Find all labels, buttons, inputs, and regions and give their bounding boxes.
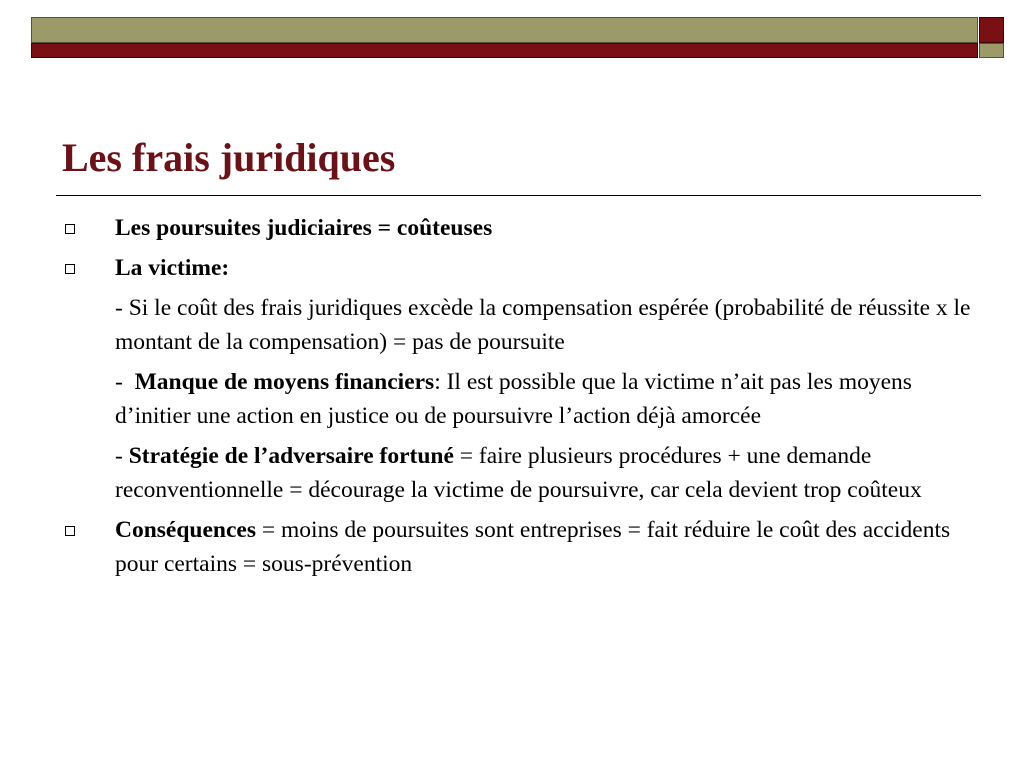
header-red-square <box>979 17 1004 43</box>
bullet-text-3-bold: Conséquences <box>115 517 257 543</box>
bullet-item-3 <box>115 513 975 581</box>
bullet-item-1 <box>115 211 975 245</box>
slide-content <box>115 211 975 587</box>
subpoint-3-bold: Stratégie de l’adversaire fortuné <box>128 443 454 469</box>
bullet-item-2 <box>115 251 975 285</box>
subpoint-3-prefix: - <box>115 443 129 469</box>
bullet-text-1: Les poursuites judiciaires = coûteuses <box>115 215 493 241</box>
subpoint-2 <box>115 365 975 433</box>
subpoint-3 <box>115 439 975 507</box>
header-olive-square <box>979 43 1004 58</box>
header-olive-bar <box>31 17 978 43</box>
slide-title: Les frais juridiques <box>62 135 396 180</box>
bullet-text-2: La victime: <box>115 255 230 281</box>
subpoint-2-prefix: - <box>115 369 135 395</box>
square-bullet-icon <box>65 224 75 234</box>
header-maroon-bar <box>31 43 978 58</box>
square-bullet-icon <box>65 526 75 536</box>
subpoint-2-text: : Il est possible que la victime n’ait pas les moyens d’initier une action en justice ou de poursuivre l’action déjà amorcée <box>115 369 912 429</box>
subpoint-1 <box>115 291 975 359</box>
bullet-text-3: = moins de poursuites sont entreprises = fait réduire le coût des accidents pour certains = sous-prévention <box>115 517 951 577</box>
subpoint-2-bold: Manque de moyens financiers <box>134 369 435 395</box>
square-bullet-icon <box>65 264 75 274</box>
title-divider <box>56 195 981 196</box>
subpoint-3-text: = faire plusieurs procédures + une demande reconventionnelle = décourage la victime de poursuivre, car cela devient trop coûteux <box>115 443 922 503</box>
subpoint-1-text: - Si le coût des frais juridiques excède la compensation espérée (probabilité de réussite x le montant de la compensation) = pas de poursuite <box>115 295 971 355</box>
